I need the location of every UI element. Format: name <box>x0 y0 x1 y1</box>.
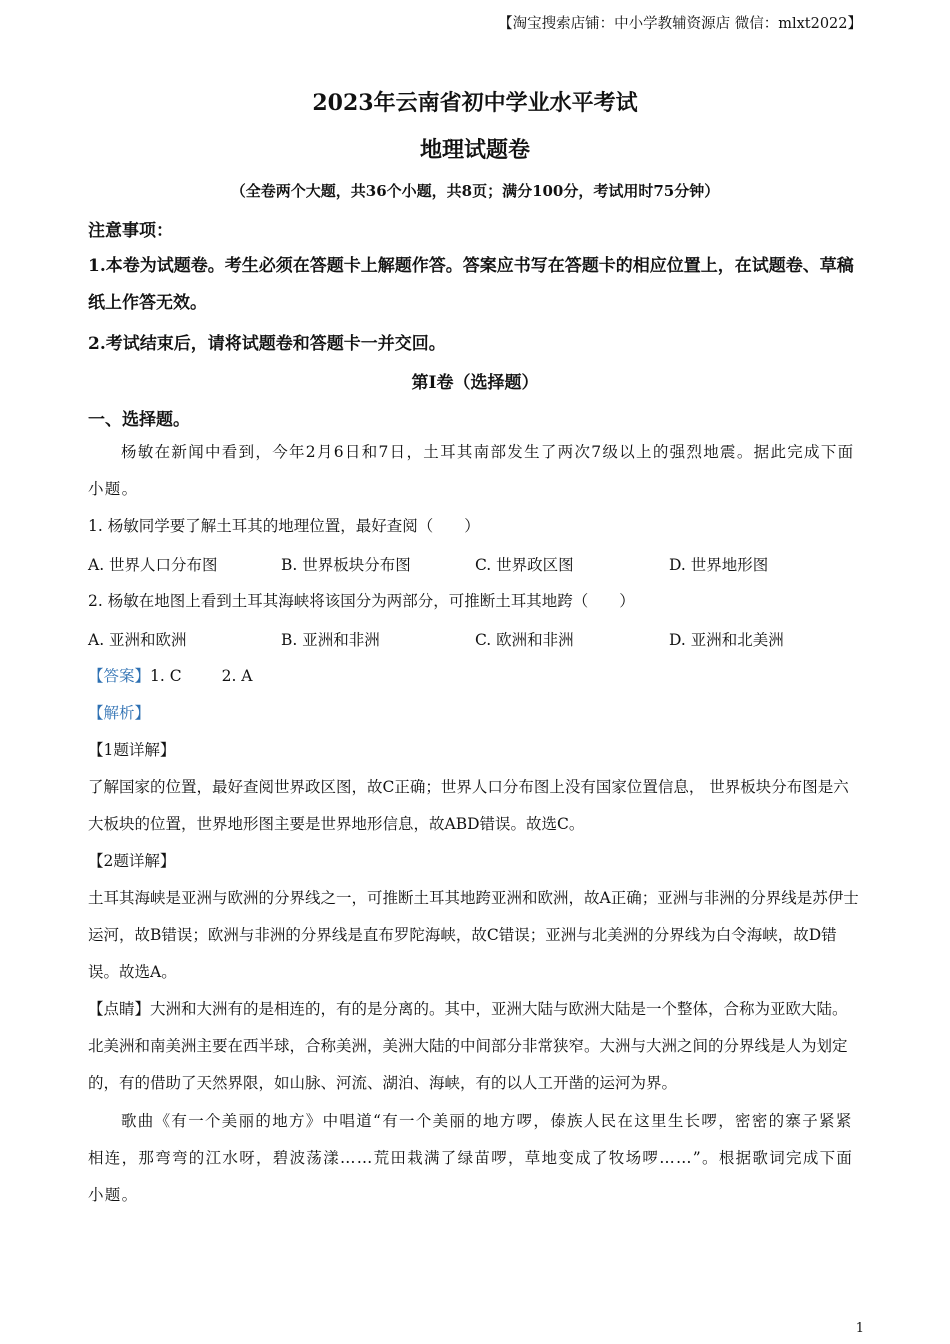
detail-1-heading: 【1题详解】 <box>88 741 176 759</box>
volume-title: 第Ⅰ卷（选择题） <box>411 373 539 393</box>
answer-1: 1. C <box>150 667 182 685</box>
tip-text: 大洲和大洲有的是相连的，有的是分离的。其中，亚洲大陆与欧洲大陆是一个整体，合称为亚欧大陆。北美洲和南美洲主要在西半球，合称美洲，美洲大陆的中间部分非常狭窄。大洲与大洲之间的分界线是人为划定的，有的借助了天然界限，如山脉、河流、湖泊、海峡，有的以人工开凿的运河为界。 <box>88 1000 848 1092</box>
q2-option-d: D. 亚洲和北美洲 <box>669 631 784 649</box>
question-2-stem: 2. 杨敏在地图上看到土耳其海峡将该国分为两部分，可推断土耳其地跨（ ） <box>88 592 635 610</box>
notice-item-2: 2.考试结束后，请将试题卷和答题卡一并交回。 <box>88 334 446 354</box>
q2-option-b: B. 亚洲和非洲 <box>281 631 380 649</box>
q2-option-a: A. 亚洲和欧洲 <box>88 631 187 649</box>
question-1-stem: 1. 杨敏同学要了解土耳其的地理位置，最好查阅（ ） <box>88 517 480 535</box>
detail-2-text: 土耳其海峡是亚洲与欧洲的分界线之一，可推断土耳其地跨亚洲和欧洲，故A正确；亚洲与非洲的分界线是苏伊士运河，故B错误；欧洲与非洲的分界线是直布罗陀海峡，故C错误；亚洲与北美洲的分界线为白令海峡，故D错误。故选A。 <box>88 889 859 981</box>
notice-heading: 注意事项： <box>88 221 173 241</box>
section-title: 一、选择题。 <box>88 410 190 430</box>
notice-item-1: 1.本卷为试题卷。考生必须在答题卡上解题作答。答案应书写在答题卡的相应位置上，在试题卷、草稿纸上作答无效。 <box>88 256 854 313</box>
detail-1-text: 了解国家的位置，最好查阅世界政区图，故C正确；世界人口分布图上没有国家位置信息， 世界板块分布图是六大板块的位置，世界地形图主要是世界地形信息，故ABD错误。故选C。 <box>88 778 849 833</box>
q1-option-c: C. 世界政区图 <box>475 556 574 574</box>
exam-subtitle: 地理试题卷 <box>419 137 530 163</box>
q2-option-c: C. 欧洲和非洲 <box>475 631 574 649</box>
tip-paragraph <box>88 991 863 1102</box>
answer-line <box>88 658 863 695</box>
answer-2: 2. A <box>221 667 253 685</box>
exam-scope: （全卷两个大题，共36个小题，共8页；满分100分，考试用时75分钟） <box>230 182 720 200</box>
answer-label: 【答案】 <box>88 667 151 685</box>
q1-option-a: A. 世界人口分布图 <box>88 556 218 574</box>
q1-option-d: D. 世界地形图 <box>669 556 769 574</box>
header-note: 【淘宝搜索店铺：中小学教辅资源店 微信：mlxt2022】 <box>498 16 862 32</box>
q1-option-b: B. 世界板块分布图 <box>281 556 411 574</box>
intro-passage-2: 歌曲《有一个美丽的地方》中唱道“有一个美丽的地方啰，傣族人民在这里生长啰，密密的寨子紧紧相连，那弯弯的江水呀，碧波荡漾……荒田栽满了绿苗啰，草地变成了牧场啰……”。根据歌词完成下面小题。 <box>88 1112 854 1204</box>
exam-title: 2023年云南省初中学业水平考试 <box>312 90 638 116</box>
intro-passage-1: 杨敏在新闻中看到，今年2月6日和7日，土耳其南部发生了两次7级以上的强烈地震。据此完成下面小题。 <box>88 443 855 498</box>
tip-label: 【点睛】 <box>88 1000 151 1018</box>
page-number: 1 <box>855 1321 864 1336</box>
analysis-label: 【解析】 <box>88 704 151 722</box>
detail-2-heading: 【2题详解】 <box>88 852 176 870</box>
